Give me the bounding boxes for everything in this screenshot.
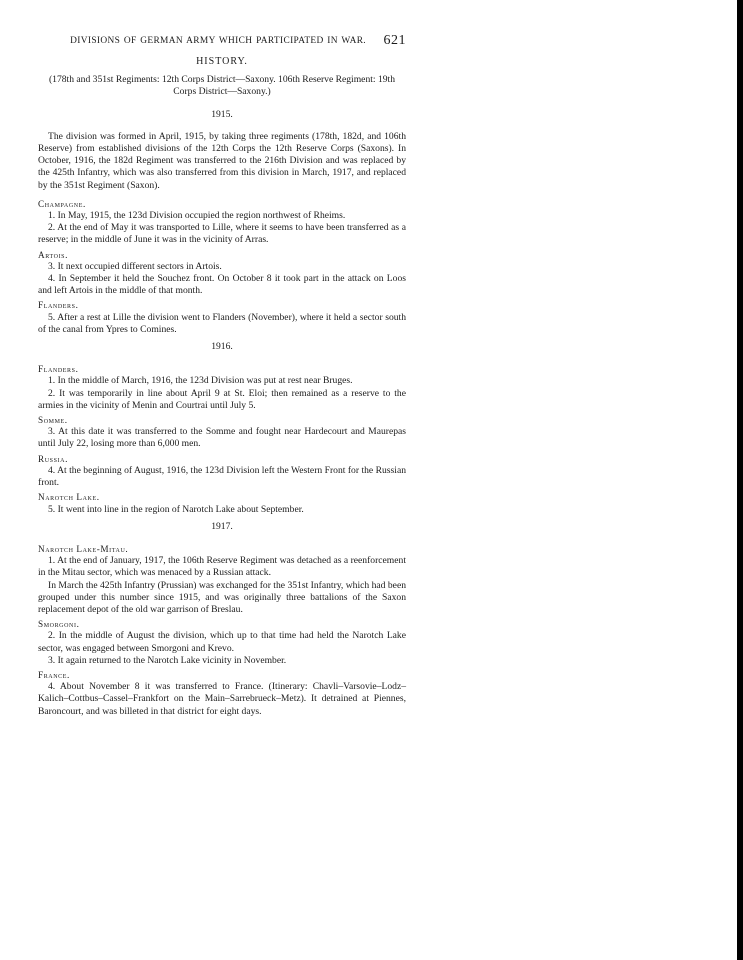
page-content bbox=[38, 30, 406, 718]
paragraph-1916-2: 2. It was temporarily in line about April 9 at St. Eloi; then remained as a reserve to the armies in the vicinity of Menin and Courtrai until July 5. bbox=[38, 387, 406, 411]
paragraph-1916-1: 1. In the middle of March, 1916, the 123d Division was put at rest near Bruges. bbox=[48, 375, 353, 387]
section-label-artois: Artois. bbox=[38, 249, 68, 260]
section-label-somme: Somme. bbox=[38, 415, 68, 426]
section-label-france: France. bbox=[38, 669, 70, 680]
paragraph-1917-3: 3. It again returned to the Narotch Lake vicinity in November. bbox=[48, 654, 287, 666]
section-label-flanders-1915: Flanders. bbox=[38, 300, 79, 311]
paragraph-1916-5: 5. It went into line in the region of Narotch Lake about September. bbox=[48, 503, 304, 515]
paragraph-1916-4: 4. At the beginning of August, 1916, the 123d Division left the Western Front for the Russian front. bbox=[38, 464, 406, 489]
paragraph-1917-1b: In March the 425th Infantry (Prussian) was exchanged for the 351st Infantry, which had been grouped under this number since 1915, and was originally three battalions of the Saxon replacement depot of the old war garrison of Breslau. bbox=[38, 579, 406, 615]
year-heading-1915: 1915. bbox=[211, 108, 233, 120]
paragraph-1917-2: 2. In the middle of August the division, which up to that time had held the Narotch Lake sector, was engaged between Smorgoni and Krevo. bbox=[38, 630, 406, 654]
paragraph-1915-4: 4. In September it held the Souchez front. On October 8 it took part in the attack on Loos and left Artois in the middle of that month. bbox=[38, 273, 406, 297]
paragraph-1917-1: 1. At the end of January, 1917, the 106th Reserve Regiment was detached as a reenforcement in the Mitau sector, which was menaced by a Russian attack. bbox=[38, 555, 406, 579]
paragraph-1915-2: 2. At the end of May it was transported to Lille, where it seems to have been transferred as a reserve; in the middle of June it was in the vicinity of Arras. bbox=[38, 222, 406, 246]
page-number: 621 bbox=[383, 33, 406, 48]
section-label-russia: Russia. bbox=[38, 453, 68, 464]
paragraph-1916-3: 3. At this date it was transferred to the Somme and fought near Hardecourt and Maurepas until July 22, losing more than 6,000 men. bbox=[38, 426, 406, 450]
section-heading-history: HISTORY. bbox=[196, 56, 248, 67]
running-head-title: DIVISIONS OF GERMAN ARMY WHICH PARTICIPATED IN WAR. bbox=[70, 36, 366, 46]
section-label-flanders-1916: Flanders. bbox=[38, 364, 79, 375]
year-heading-1917: 1917. bbox=[211, 520, 233, 532]
section-label-narotch-lake: Narotch Lake. bbox=[38, 492, 100, 503]
paragraph-1915-1: 1. In May, 1915, the 123d Division occupied the region northwest of Rheims. bbox=[48, 210, 346, 222]
paragraph-1915-3: 3. It next occupied different sectors in Artois. bbox=[48, 260, 222, 272]
section-label-smorgoni: Smorgoni. bbox=[38, 619, 80, 630]
section-label-narotch-lake-mitau: Narotch Lake-Mitau. bbox=[38, 543, 129, 554]
running-head bbox=[38, 30, 406, 52]
year-heading-1916: 1916. bbox=[211, 341, 233, 353]
scan-edge-border bbox=[737, 0, 743, 960]
regiments-subtitle: (178th and 351st Regiments: 12th Corps District—Saxony. 106th Reserve Regiment: 19th Corps District—Saxony.) bbox=[48, 74, 396, 98]
paragraph-1915-5: 5. After a rest at Lille the division went to Flanders (November), where it held a sector south of the canal from Ypres to Comines. bbox=[38, 311, 406, 335]
paragraph-1917-4: 4. About November 8 it was transferred to France. (Itinerary: Chavli–Varsovie–Lodz–Kalich–Cottbus–Cassel–Frankfort on the Main–Sarrebrueck–Metz). It detrained at Piennes, Baroncourt, and was billeted in that district for eight days. bbox=[38, 681, 406, 717]
section-label-champagne: Champagne. bbox=[38, 198, 86, 209]
paragraph-intro: The division was formed in April, 1915, by taking three regiments (178th, 182d, and 106th Reserve) from established divisions of the 12th Corps the 12th Reserve Corps (Saxons). In October, 1916, the 182d Regiment was transferred to the 216th Division and was replaced by the 425th Infantry, which was also transferred from this division in March, 1917, and replaced by the 351st Regiment (Saxon). bbox=[38, 130, 406, 191]
